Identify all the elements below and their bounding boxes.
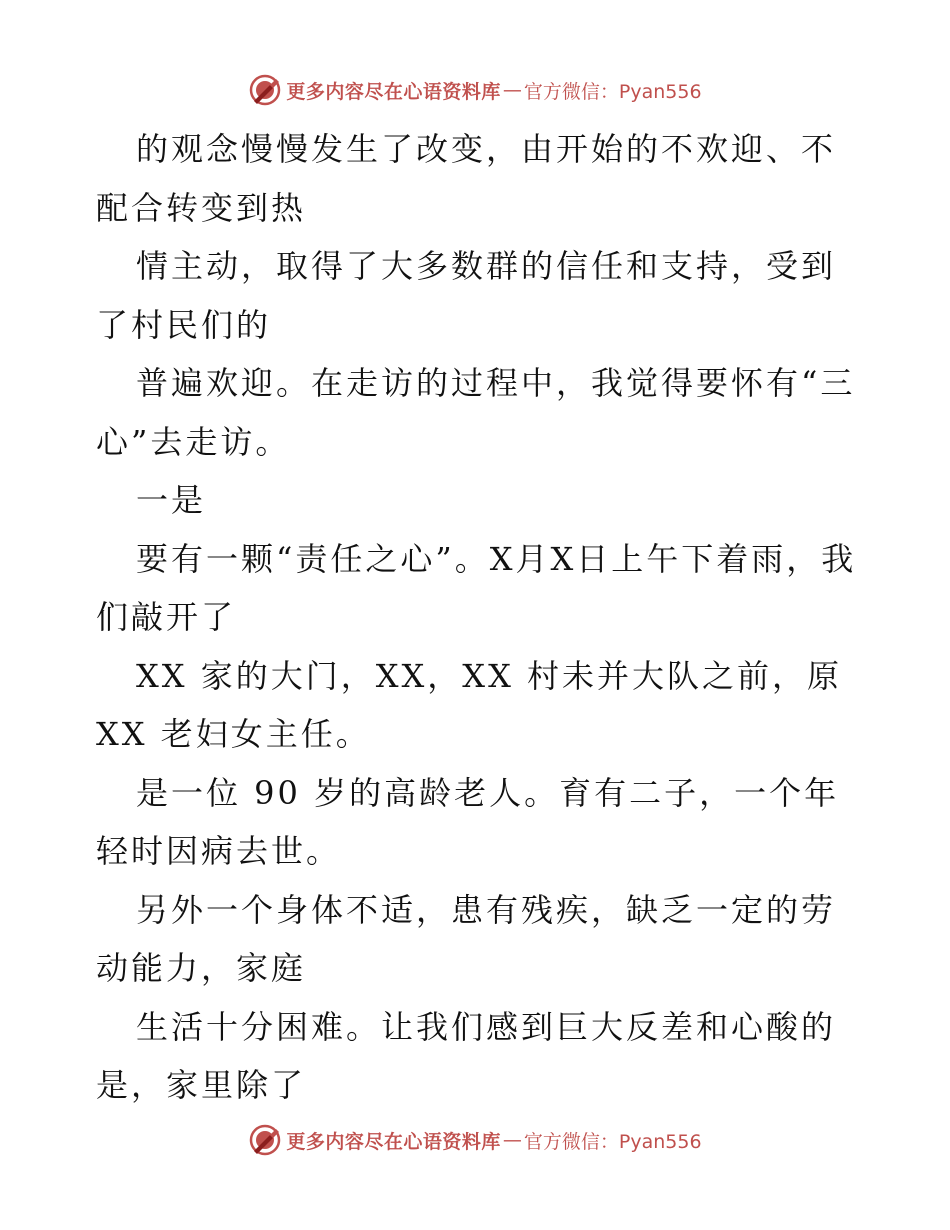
header-site-text: 更多内容尽在心语资料库 [286, 80, 501, 103]
document-body [96, 120, 866, 1115]
paragraph-4: 一是 [136, 481, 207, 519]
paragraph-3: 普遍欢迎。在走访的过程中，我觉得要怀有“三心”去走访。 [96, 364, 856, 461]
paragraph-9: 生活十分困难。让我们感到巨大反差和心酸的是，家里除了 [96, 1007, 837, 1104]
header-dash: — [502, 79, 522, 101]
footer-site-text: 更多内容尽在心语资料库 [286, 1130, 501, 1153]
footer-dash: — [502, 1129, 522, 1151]
paragraph-7: 是一位 90 岁的高龄老人。育有二子，一个年轻时因病去世。 [96, 773, 840, 870]
footer-wechat-text: 官方微信：Pyan556 [523, 1130, 702, 1153]
paragraph-5: 要有一颗“责任之心”。X月X日上午下着雨，我们敲开了 [96, 539, 857, 636]
paragraph-6: XX 家的大门，XX，XX 村未并大队之前，原 XX 老妇女主任。 [96, 656, 843, 753]
paragraph-1: 的观念慢慢发生了改变，由开始的不欢迎、不配合转变到热 [96, 130, 837, 227]
header-banner [0, 70, 950, 110]
header-wechat-text: 官方微信：Pyan556 [523, 80, 702, 103]
pen-nib-logo-icon [248, 73, 282, 107]
paragraph-2: 情主动，取得了大多数群的信任和支持，受到了村民们的 [96, 247, 837, 344]
footer-banner [0, 1120, 950, 1160]
pen-nib-logo-icon [248, 1123, 282, 1157]
paragraph-8: 另外一个身体不适，患有残疾，缺乏一定的劳动能力，家庭 [96, 890, 837, 987]
